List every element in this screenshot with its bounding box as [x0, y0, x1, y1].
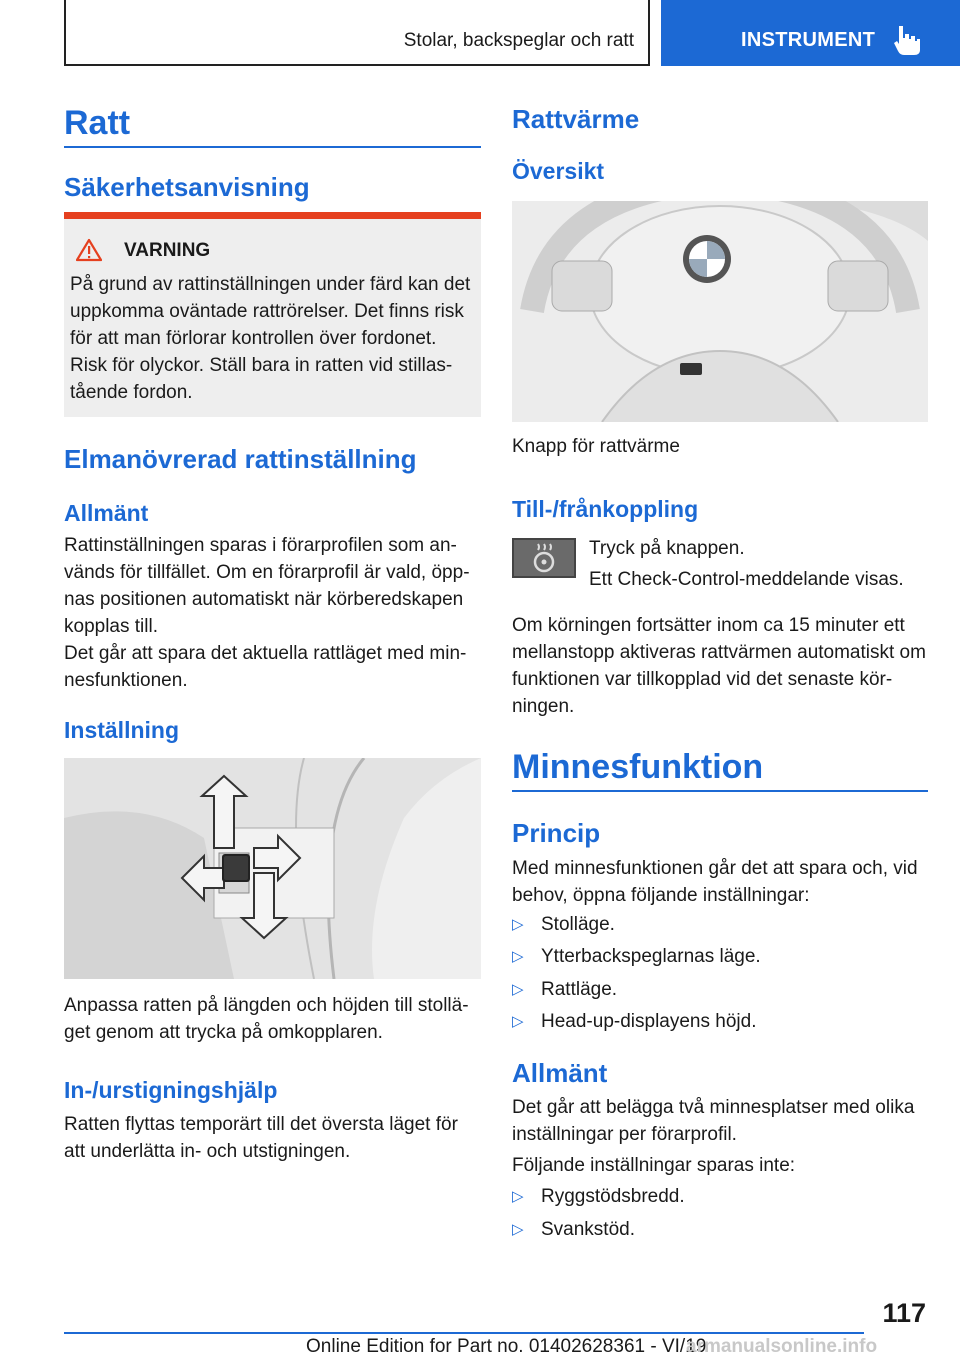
principle-text: Med minnesfunktionen går det att spara och, vid behov, öppna följande inställningar:: [512, 858, 918, 906]
bullet-triangle-icon: ▷: [512, 981, 524, 998]
general-text-right: Det går att belägga två minnesplatser med olika inställningar per förarprofil.: [512, 1097, 915, 1145]
steering-column-switch-image: [64, 758, 481, 979]
general-paragraph-2: Det går att spara det aktuella rattläget med minnesfunktionen.: [64, 643, 467, 691]
page-number: 117: [882, 1298, 926, 1328]
header-section-tab: [64, 0, 650, 66]
memory-rule: [512, 790, 928, 792]
bullet-triangle-icon: ▷: [512, 1188, 524, 1205]
chapter-title: INSTRUMENT: [741, 29, 876, 51]
hand-pointer-icon: [893, 24, 921, 56]
switch-heading: Till-/frånkoppling: [512, 496, 699, 522]
warning-text: På grund av rattinställningen under färd kan det uppkomma oväntade rattrörelser. Det finns risk för att man förlorar kontrollen över fordonet. Risk för olyckor. Ställ bara in ratten vid stillastående fordon.: [70, 274, 471, 403]
electric-adjust-heading: Elmanövrerad rattinställning: [64, 444, 417, 474]
footer-rule: [64, 1332, 864, 1334]
header-chapter-tab[interactable]: [661, 0, 960, 66]
page-title: Ratt: [64, 104, 131, 142]
memory-title: Minnesfunktion: [512, 748, 764, 786]
setting-caption: Anpassa ratten på längden och höjden till stolläget genom att trycka på omkopplaren.: [64, 995, 469, 1043]
not-saved-text: Följande inställningar sparas inte:: [512, 1155, 796, 1176]
warning-triangle-icon: [76, 238, 102, 262]
edition-text: Online Edition for Part no. 01402628361 - VI/19: [306, 1336, 707, 1357]
bullet-triangle-icon: ▷: [512, 1013, 524, 1030]
bullet-triangle-icon: ▷: [512, 1221, 524, 1238]
safety-heading: Säkerhetsanvisning: [64, 172, 310, 202]
heating-heading: Rattvärme: [512, 104, 640, 134]
switch-line-2: Ett Check-Control-meddelande visas.: [589, 569, 904, 590]
bullet-triangle-icon: ▷: [512, 948, 524, 965]
steering-wheel-image: [512, 201, 928, 422]
warning-label: VARNING: [124, 240, 211, 261]
overview-caption: Knapp för rattvärme: [512, 436, 680, 457]
principle-heading: Princip: [512, 818, 601, 848]
general-heading-right: Allmänt: [512, 1058, 608, 1088]
warning-box: [64, 212, 481, 417]
general-heading-left: Allmänt: [64, 500, 149, 526]
switch-paragraph: Om körningen fortsätter inom ca 15 minuter ett mellanstopp aktiveras rattvärmen automatiskt om funktionen var tillkopplad vid det senaste körningen.: [512, 615, 926, 717]
steering-heat-button-image: [512, 538, 576, 578]
section-title: Stolar, backspeglar och ratt: [403, 30, 634, 51]
title-rule: [64, 146, 481, 148]
switch-line-1: Tryck på knappen.: [589, 538, 745, 559]
warning-bar: [64, 212, 481, 219]
entry-heading: In-/urstigningshjälp: [64, 1077, 278, 1103]
watermark: armanualsonline.info: [686, 1336, 878, 1357]
bullet-triangle-icon: ▷: [512, 916, 524, 933]
entry-text: Ratten flyttas temporärt till det översta läget för att underlätta in- och utstigningen.: [64, 1114, 458, 1162]
overview-heading: Översikt: [512, 158, 605, 184]
setting-heading: Inställning: [64, 717, 179, 743]
general-paragraph-1: Rattinställningen sparas i förarprofilen som används för tillfället. Om en förarprofil är vald, öppnas positionen automatiskt när körberedskapen kopplas till.: [64, 535, 470, 637]
